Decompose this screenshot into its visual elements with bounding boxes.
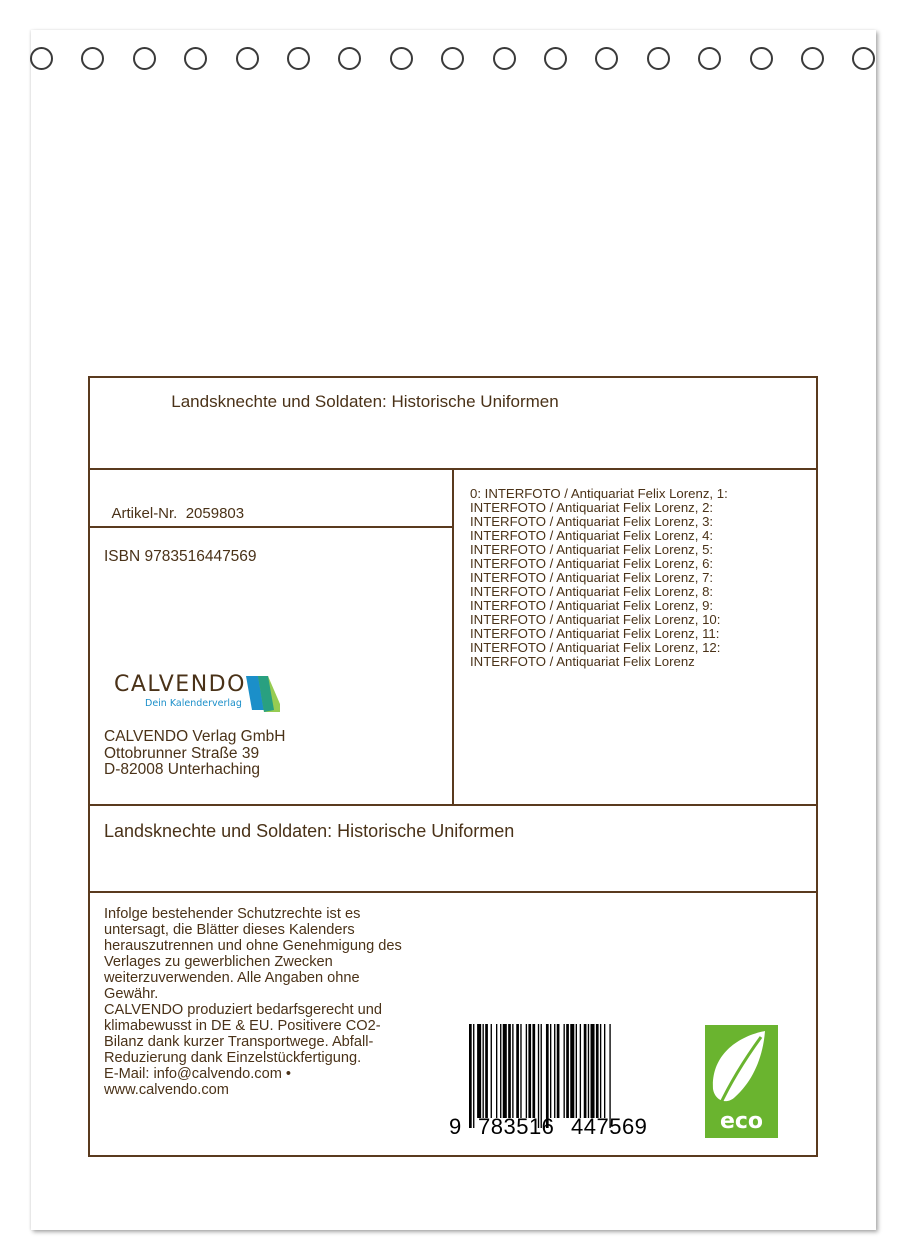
- barcode-bar: [564, 1024, 565, 1118]
- barcode-bar: [546, 1024, 549, 1128]
- barcode-bar: [609, 1024, 610, 1128]
- calendar-title-middle: Landsknechte und Soldaten: Historische Uniformen: [104, 821, 515, 841]
- binding-ring: [133, 47, 156, 70]
- barcode-bar: [576, 1024, 577, 1118]
- leaf-icon: [705, 1027, 778, 1112]
- barcode-bar: [584, 1024, 587, 1118]
- binding-ring: [30, 47, 53, 70]
- binding-ring: [236, 47, 259, 70]
- barcode-bar: [557, 1024, 560, 1118]
- logo-wordmark: CALVENDO: [114, 672, 246, 697]
- barcode-bar: [591, 1024, 595, 1118]
- barcode-bar: [550, 1024, 551, 1118]
- binding-ring: [287, 47, 310, 70]
- barcode-bar: [516, 1024, 519, 1118]
- divider: [88, 891, 818, 893]
- publisher-address: CALVENDO Verlag GmbH Ottobrunner Straße 39 D-82008 Unterhaching: [104, 728, 286, 778]
- barcode-bar: [596, 1024, 599, 1118]
- barcode-bar: [570, 1024, 574, 1118]
- barcode-bar: [526, 1024, 527, 1118]
- barcode-bar: [473, 1024, 474, 1128]
- barcode-bar: [477, 1024, 481, 1118]
- barcode-bar: [588, 1024, 589, 1118]
- barcode-bar: [532, 1024, 535, 1118]
- barcode-digit-first: 9: [449, 1114, 462, 1139]
- barcode-bar: [538, 1024, 539, 1128]
- calvendo-logo: [112, 672, 292, 718]
- binding-ring: [390, 47, 413, 70]
- barcode-bar: [500, 1024, 501, 1118]
- binding-ring: [647, 47, 670, 70]
- barcode-bar: [600, 1024, 601, 1118]
- article-number: [104, 488, 244, 522]
- barcode-bar: [483, 1024, 484, 1118]
- barcode-bar: [554, 1024, 555, 1118]
- barcode-bar: [491, 1024, 492, 1118]
- divider: [88, 526, 454, 528]
- isbn: ISBN 9783516447569: [104, 548, 257, 565]
- barcode-bar: [485, 1024, 488, 1118]
- barcode-bar: [566, 1024, 569, 1118]
- barcode-bar: [520, 1024, 521, 1118]
- divider: [452, 468, 454, 806]
- logo-mark-icon: [244, 674, 284, 714]
- barcode-digits-right: 447569: [571, 1114, 648, 1139]
- barcode-bar: [503, 1024, 507, 1118]
- calendar-title-top: Landsknechte und Soldaten: Historische Uniformen: [171, 392, 559, 411]
- barcode-bar: [528, 1024, 531, 1118]
- isbn-barcode: [447, 1022, 657, 1142]
- barcode-bar: [508, 1024, 511, 1118]
- barcode-bar: [604, 1024, 605, 1118]
- eco-label: eco: [719, 1109, 764, 1134]
- barcode-bar: [512, 1024, 513, 1118]
- binding-ring: [801, 47, 824, 70]
- barcode-bar: [541, 1024, 542, 1128]
- article-label: Artikel-Nr.: [111, 505, 178, 522]
- eco-badge: [705, 1025, 778, 1138]
- photo-credits: 0: INTERFOTO / Antiquariat Felix Lorenz, 1: INTERFOTO / Antiquariat Felix Lorenz, 2: INTERFOTO / Antiquariat Felix Lorenz, 3: INTERFOTO / Antiquariat Felix Lorenz, 4: INTERFOTO / Antiquariat Felix Lorenz, 5: INTERFOTO / Antiquariat Felix Lorenz, 6: INTERFOTO / Antiquariat Felix Lorenz, 7: INTERFOTO / Antiquariat Felix Lorenz, 8: INTERFOTO / Antiquariat Felix Lorenz, 9: INTERFOTO / Antiquariat Felix Lorenz, 10: INTERFOTO / Antiquariat Felix Lorenz, 11: INTERFOTO / Antiquariat Felix Lorenz, 12: INTERFOTO / Antiquariat Felix Lorenz: [470, 486, 728, 669]
- binding-ring: [493, 47, 516, 70]
- barcode-bar: [469, 1024, 472, 1128]
- barcode-bar: [580, 1024, 581, 1118]
- barcode-digits-left: 783516: [478, 1114, 555, 1139]
- logo-tagline: Dein Kalenderverlag: [145, 698, 242, 709]
- article-value: 2059803: [185, 505, 245, 522]
- binding-ring: [544, 47, 567, 70]
- binding-ring: [750, 47, 773, 70]
- legal-info-text: Infolge bestehender Schutzrechte ist es untersagt, die Blätter dieses Kalenders herauszutrennen und ohne Genehmigung des Verlages zu gewerblichen Zwecken weiterzuverwenden. Alle Angaben ohne Gewähr. CALVENDO produziert bedarfsgerecht und klimabewusst in DE & EU. Positivere CO2- Bilanz dank kurzer Transportwege. Abfall- Reduzierung dank Einzelstückfertigung. E-Mail: info@calvendo.com • www.calvendo.com: [104, 906, 402, 1098]
- barcode-bar: [496, 1024, 497, 1118]
